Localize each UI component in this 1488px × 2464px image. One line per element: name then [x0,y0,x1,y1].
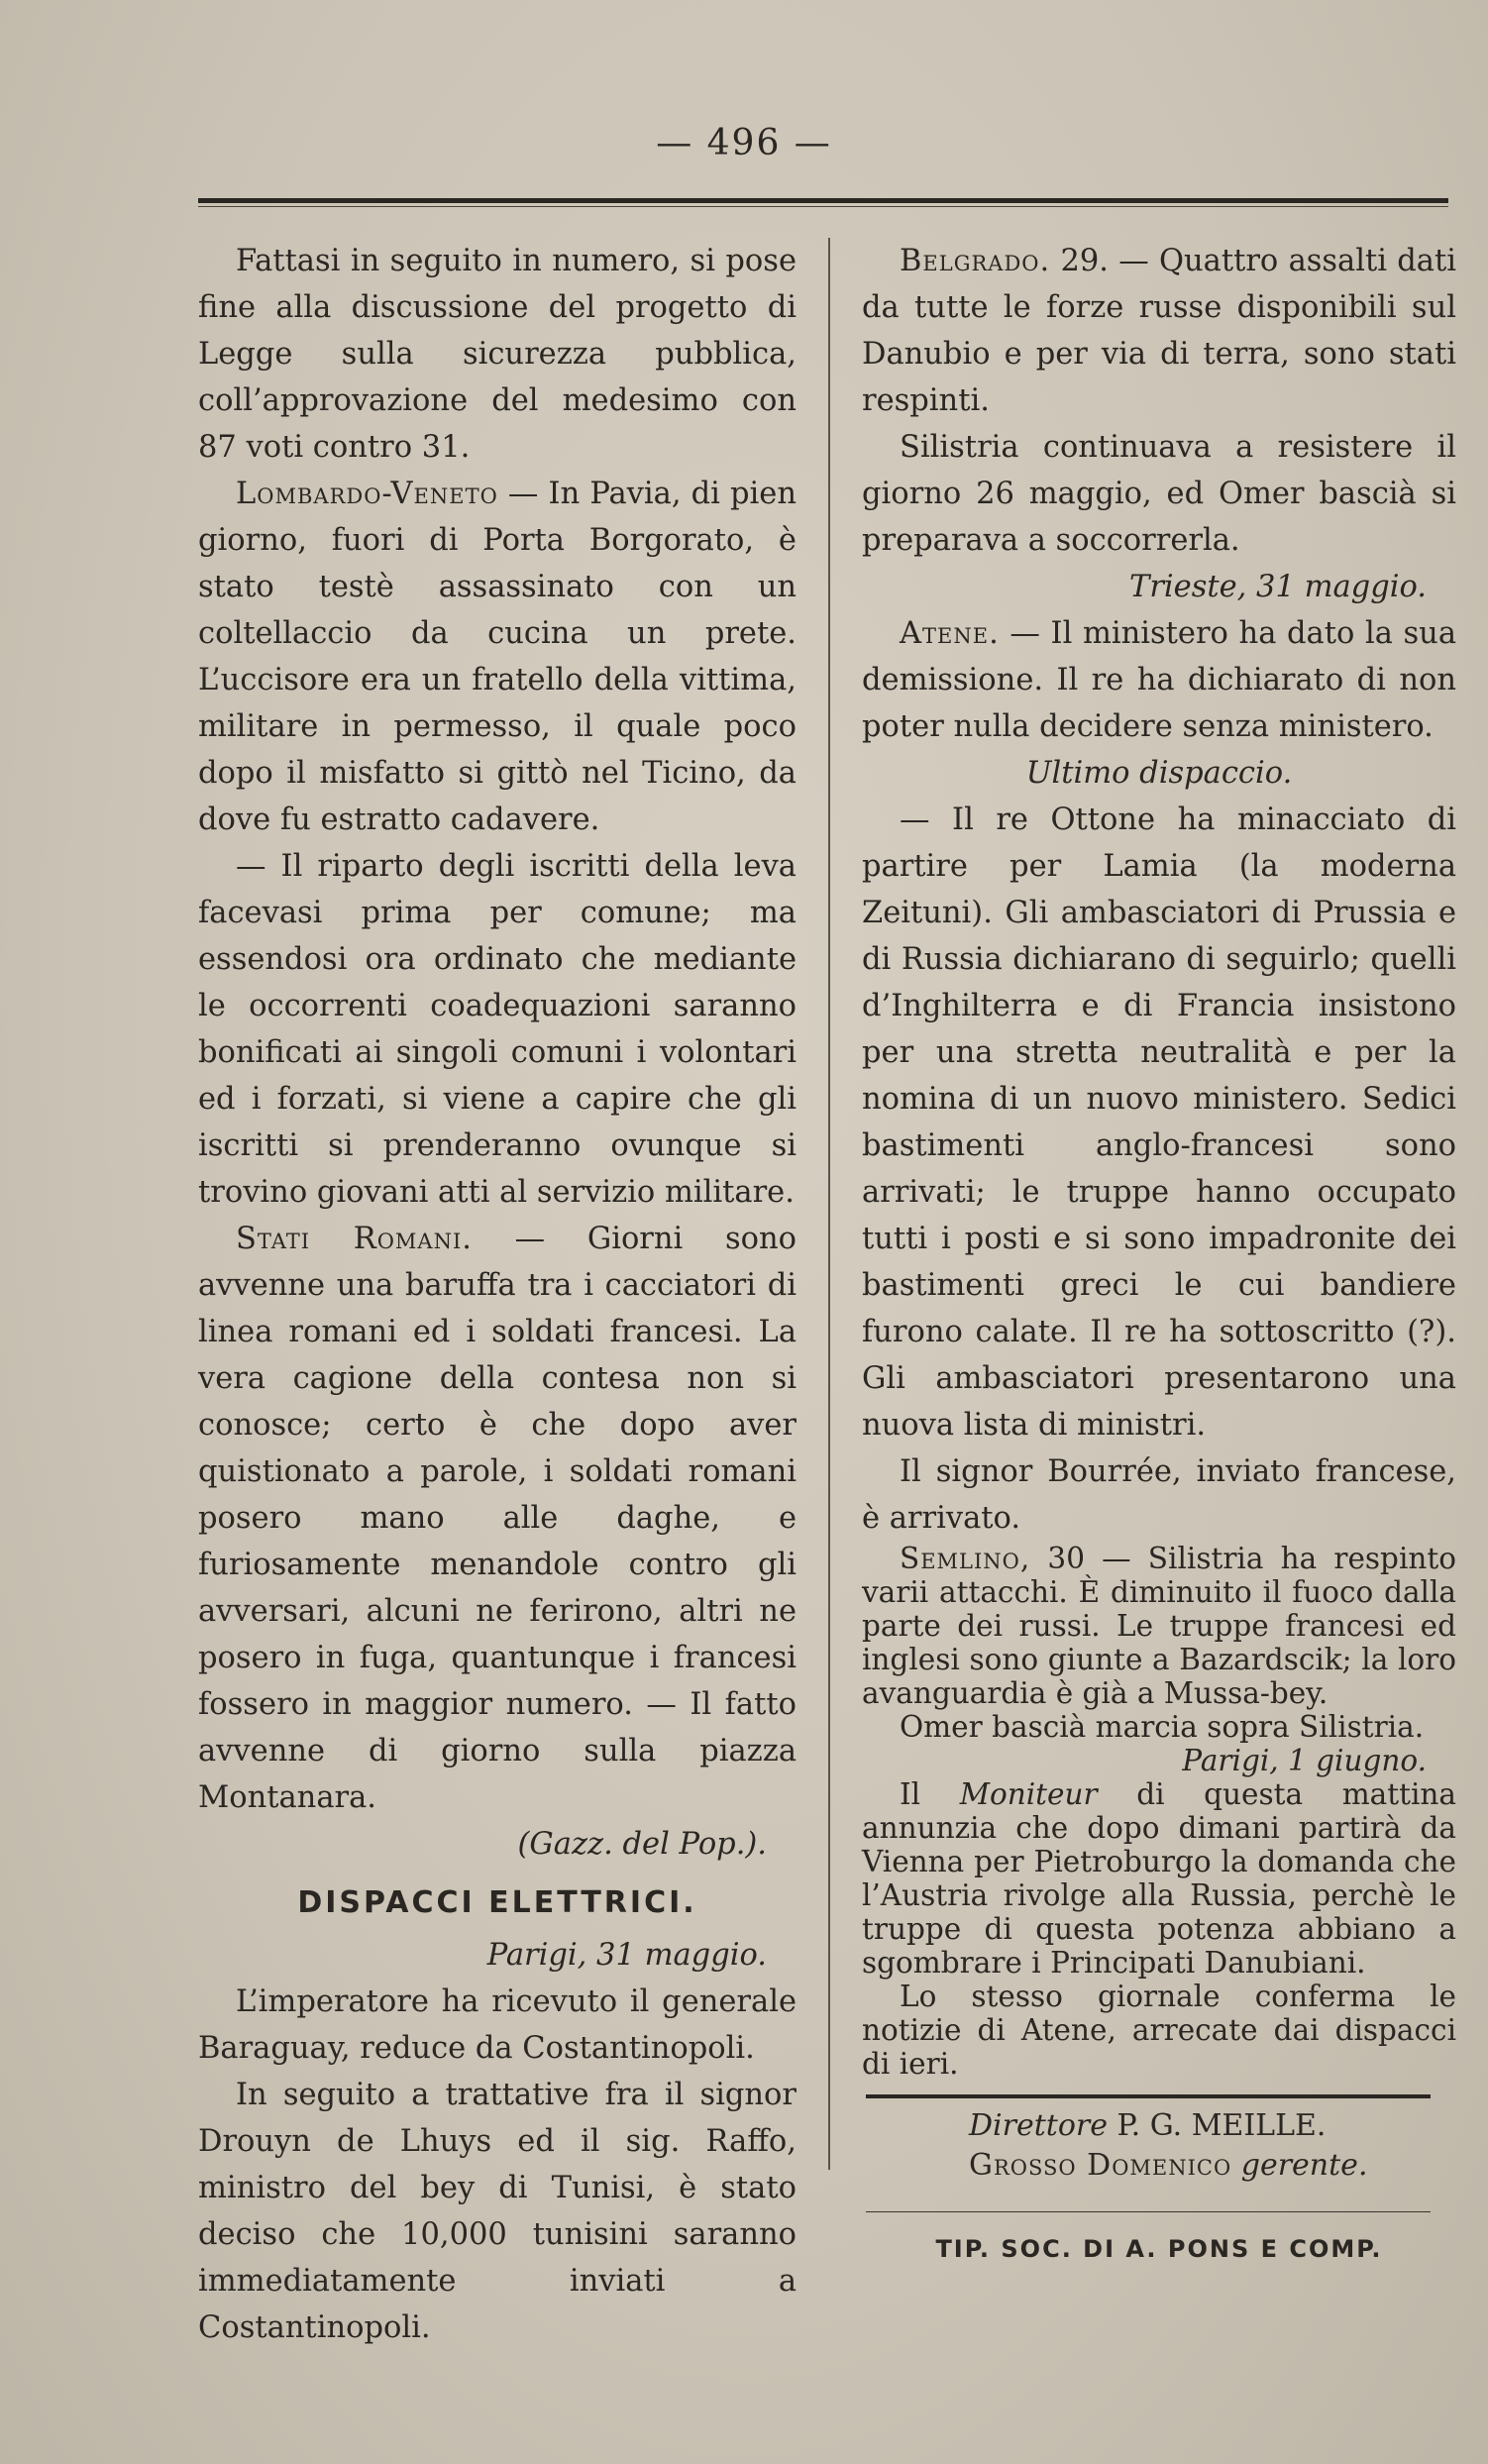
director-line [862,2106,1456,2146]
paragraph-text: — Giorni sono avvenne una baruffa tra i cacciatori di linea romani ed i soldati francesi. La vera cagione della contesa non si conosce; certo è che dopo aver quistionato a parole, i soldati romani posero mano alle daghe, e furiosamente menandole contro gli avversari, alcuni ne ferirono, altri ne posero in fuga, quantunque i francesi fossero in maggior numero. — Il fatto avvenne di giorno sulla piazza Montanara. [198,1222,797,1815]
right-column [862,238,1456,2273]
paragraph-text: 30 — Silistria ha respinto varii attacchi. È diminuito il fuoco dalla parte dei russi. Le truppe francesi ed inglesi sono giunte a Bazardscik; la loro avanguardia è già a Mussa-bey. [862,1542,1456,1710]
paragraph: Lo stesso giornale conferma le notizie di Atene, arrecate dai dispacci di ieri. [862,1980,1456,2081]
paragraph: — Il re Ottone ha minacciato di partire per Lamia (la moderna Zeituni). Gli ambasciatori di Prussia e di Russia dichiarano di seguirlo; quelli d’Inghilterra e di Francia insistono per una stretta neutralità e per la nomina di un nuovo ministero. Sedici bastimenti anglo-francesi sono arrivati; le truppe hanno occupato tutti i posti e si sono impadronite dei bastimenti greci le cui bandiere furono calate. Il re ha sottoscritto (?). Gli ambasciatori presentarono una nuova lista di ministri. [862,803,1456,1443]
paragraph-text: Il [900,1777,960,1811]
paragraph [862,1542,1456,1710]
section-head: Atene. [900,616,1000,651]
dateline: Parigi, 31 maggio. [486,1938,767,1973]
manager-name: Grosso Domenico [969,2148,1232,2183]
paragraph: Fattasi in seguito in numero, si pose fine alla discussione del progetto di Legge sulla sicurezza pubblica, coll’approvazione del medesimo con 87 voti contro 31. [198,244,797,465]
paragraph [198,1216,797,1821]
paragraph: Silistria continuava a resistere il giorno 26 maggio, ed Omer bascià si preparava a soccorrerla. [862,430,1456,558]
paragraph: In seguito a trattative fra il signor Drouyn de Lhuys ed il sig. Raffo, ministro del bey di Tunisi, è stato deciso che 10,000 tunisini saranno immediatamente inviati a Costantinopoli. [198,2078,797,2345]
paragraph: L’imperatore ha ricevuto il generale Baraguay, reduce da Costantinopoli. [198,1984,797,2066]
paragraph-text: 29. — Quattro assalti dati da tutte le forze russe disponibili sul Danubio e per via di terra, sono stati respinti. [862,244,1456,418]
paragraph: Il signor Bourrée, inviato francese, è arrivato. [862,1454,1456,1536]
paragraph: Omer bascià marcia sopra Silistria. [900,1710,1425,1744]
paragraph: — Il riparto degli iscritti della leva facevasi prima per comune; ma essendosi ora ordinato che mediante le occorrenti coadequazioni saranno bonificati ai singoli comuni i volontari ed i forzati, si viene a capire che gli iscritti si prenderanno ovunque si trovino giovani atti al servizio militare. [198,849,797,1210]
dateline: Parigi, 1 giugno. [1182,1744,1427,1777]
paragraph [862,238,1456,424]
section-head: Lombardo-Veneto [236,477,498,511]
director-name: P. G. MEILLE. [1108,2108,1327,2143]
manager-line [862,2146,1456,2186]
paragraph [862,1777,1456,1980]
section-head: Semlino, [900,1542,1031,1575]
section-heading: DISPACCI ELETTRICI. [297,1885,697,1920]
paragraph [198,471,797,843]
printer-rule [866,2211,1431,2212]
printer-imprint: TIP. SOC. DI A. PONS E COMP. [935,2235,1383,2263]
header-rule [198,198,1448,207]
paragraph-text: — Il ministero ha dato la sua demissione. Il re ha dichiarato di non poter nulla decidere senza ministero. [862,616,1456,744]
dateline: Trieste, 31 maggio. [1128,570,1427,604]
paragraph-text: di questa mattina annunzia che dopo dimani partirà da Vienna per Pietroburgo la domanda che l’Austria rivolge alla Russia, perchè le truppe di questa potenza abbiano a sgombrare i Principati Danubiani. [862,1777,1457,1980]
page-number: — 496 — [656,123,832,163]
newspaper-name: Moniteur [959,1777,1098,1811]
section-head: Belgrado. [900,244,1051,278]
section-head: Stati Romani. [236,1222,473,1256]
closing-rule [866,2094,1431,2098]
manager-label: gerente. [1231,2148,1368,2183]
column-divider [828,238,830,2170]
paragraph-text: — In Pavia, di pien giorno, fuori di Porta Borgorato, è stato testè assassinato con un coltellaccio da cucina un prete. L’uccisore era un fratello della vittima, militare in permesso, il quale poco dopo il misfatto si gittò nel Ticino, da dove fu estratto cadavere. [198,477,797,837]
source-credit: (Gazz. del Pop.). [517,1827,767,1862]
left-column [198,238,797,2351]
subheading: Ultimo dispaccio. [1025,756,1293,791]
director-label: Direttore [969,2108,1109,2143]
paragraph [862,610,1456,750]
compact-block [862,1542,1456,2081]
